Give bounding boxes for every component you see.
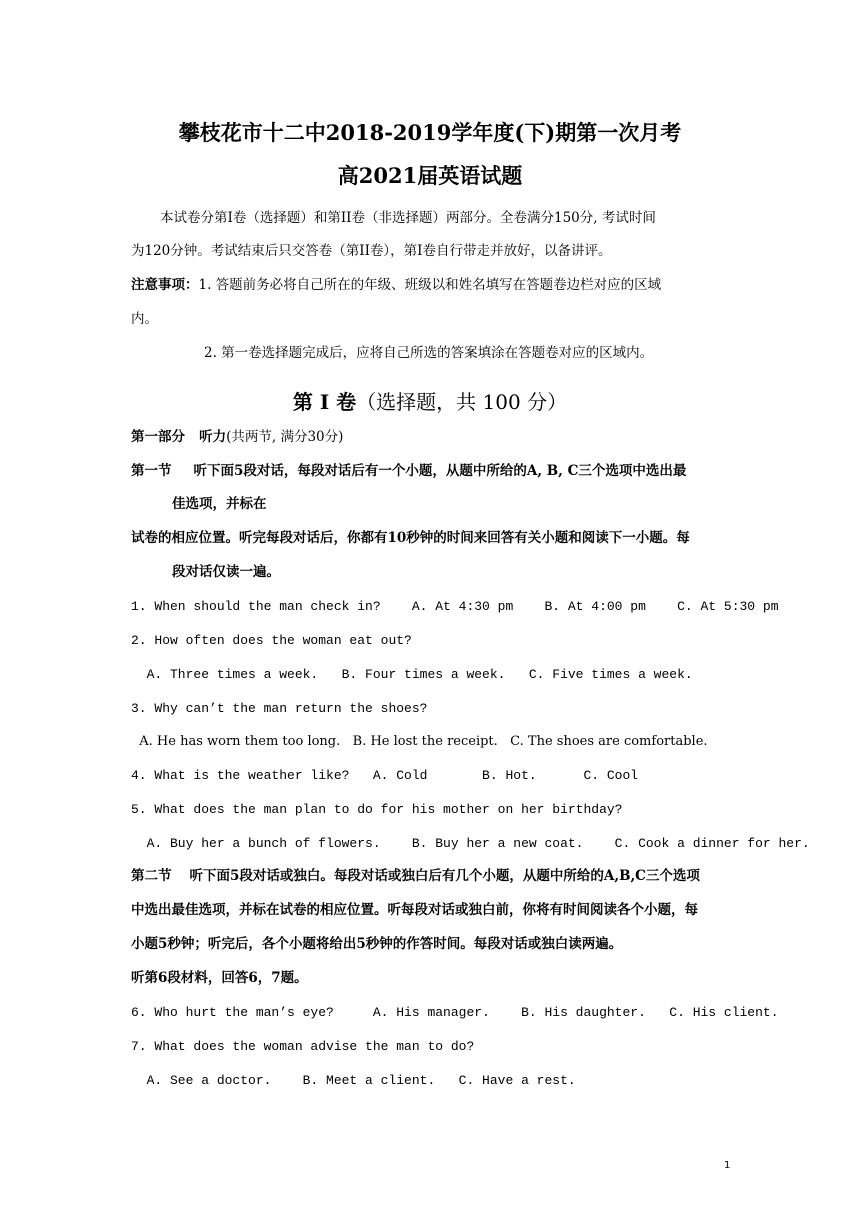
section-one-line-2: 佳选项，并标在 bbox=[172, 496, 267, 512]
part-one-detail: (共两节, 满分30分) bbox=[226, 429, 344, 445]
material-6-instruction: 听第6段材料，回答6，7题。 bbox=[131, 970, 308, 986]
notes-label: 注意事项： bbox=[131, 277, 199, 293]
question-7-options: A. See a doctor. B. Meet a client. C. Have a rest. bbox=[131, 1073, 576, 1088]
question-2-options: A. Three times a week. B. Four times a week. C. Five times a week. bbox=[131, 667, 693, 682]
intro-line-2: 为120分钟。考试结束后只交答卷（第II卷），第I卷自行带走并放好，以备讲评。 bbox=[131, 243, 612, 259]
exam-title: 攀枝花市十二中2018-2019学年度(下)期第一次月考 bbox=[178, 120, 682, 145]
question-5: 5. What does the man plan to do for his mother on her birthday? bbox=[131, 802, 623, 817]
section-one-label: 第一节 bbox=[131, 463, 172, 479]
section-one-line-4: 段对话仅读一遍。 bbox=[172, 564, 280, 580]
section-one-text-1: 听下面5段对话，每段对话后有一个小题，从题中所给的A, B, C三个选项中选出最 bbox=[193, 463, 687, 479]
page-number: 1 bbox=[724, 1160, 731, 1171]
question-3-options: A. He has worn them too long. B. He lost the receipt. C. The shoes are comfortable. bbox=[131, 734, 708, 749]
section-one-line-1 bbox=[131, 465, 686, 479]
exam-subtitle: 高2021届英语试题 bbox=[337, 163, 523, 188]
question-3: 3. Why can’t the man return the shoes? bbox=[131, 701, 428, 716]
question-4: 4. What is the weather like? A. Cold B. Hot. C. Cool bbox=[131, 768, 639, 783]
section-two-line-2: 中选出最佳选项，并标在试卷的相应位置。听每段对话或独白前，你将有时间阅读各个小题，每 bbox=[131, 902, 698, 918]
notes-item-2: 2. 第一卷选择题完成后，应将自己所选的答案填涂在答题卷对应的区域内。 bbox=[204, 345, 654, 361]
section-two-text-1: 听下面5段对话或独白。每段对话或独白后有几个小题，从题中所给的A,B,C三个选项 bbox=[189, 868, 700, 884]
question-2: 2. How often does the woman eat out? bbox=[131, 633, 412, 648]
section-two-line-1 bbox=[131, 870, 700, 884]
part-one-label: 第一部分 听力 bbox=[131, 429, 227, 445]
question-6: 6. Who hurt the man’s eye? A. His manager. B. His daughter. C. His client. bbox=[131, 1005, 779, 1020]
question-1: 1. When should the man check in? A. At 4:30 pm B. At 4:00 pm C. At 5:30 pm bbox=[131, 599, 779, 614]
volume-one-heading bbox=[0, 386, 860, 415]
volume-one-paren: （选择题，共 100 分） bbox=[356, 390, 568, 414]
notes-item-1: 1. 答题前务必将自己所在的年级、班级以和姓名填写在答题卷边栏对应的区域 bbox=[198, 277, 662, 293]
section-two-label: 第二节 bbox=[131, 868, 172, 884]
question-7: 7. What does the woman advise the man to do? bbox=[131, 1039, 475, 1054]
notes-item-1-cont: 内。 bbox=[131, 311, 158, 327]
question-5-options: A. Buy her a bunch of flowers. B. Buy her a new coat. C. Cook a dinner for her. bbox=[131, 836, 810, 851]
notes-line-1 bbox=[131, 279, 661, 293]
section-one-line-3: 试卷的相应位置。听完每段对话后，你都有10秒钟的时间来回答有关小题和阅读下一小题。每 bbox=[131, 530, 690, 546]
volume-one-label: 第 I 卷 bbox=[292, 390, 357, 414]
section-two-line-3: 小题5秒钟；听完后，各个小题将给出5秒钟的作答时间。每段对话或独白读两遍。 bbox=[131, 936, 623, 952]
part-one-heading bbox=[131, 431, 343, 445]
intro-line-1: 本试卷分第I卷（选择题）和第II卷（非选择题）两部分。全卷满分150分, 考试时间 bbox=[160, 210, 656, 226]
